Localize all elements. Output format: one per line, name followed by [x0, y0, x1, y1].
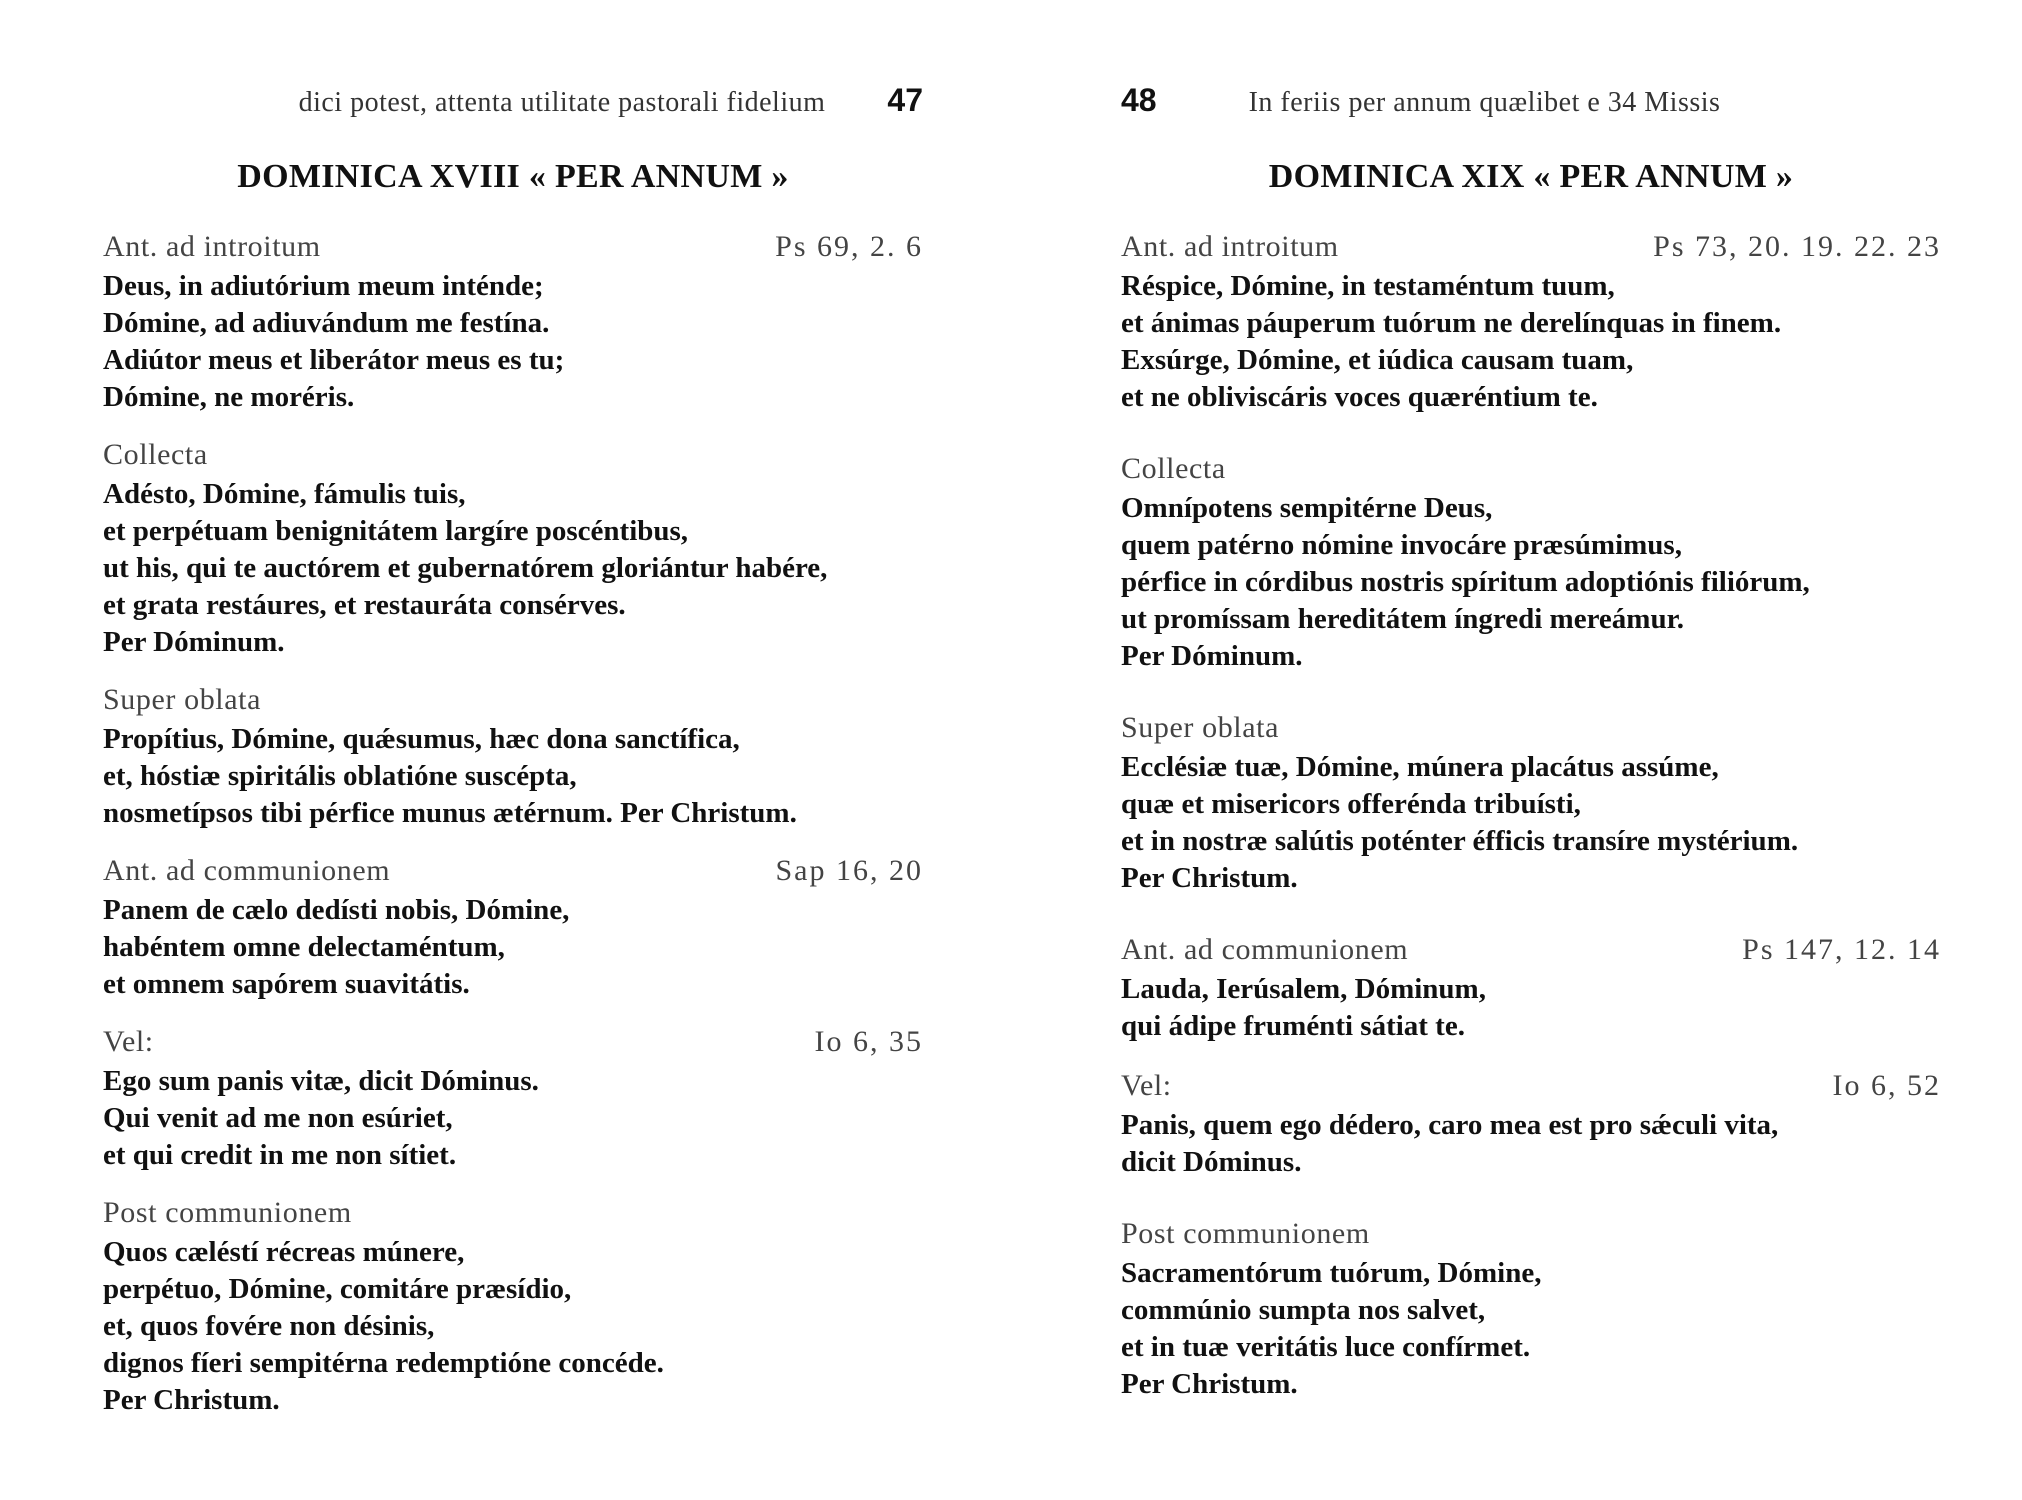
page-number: 47	[887, 82, 923, 118]
text-line: et qui credit in me non sítiet.	[103, 1139, 457, 1171]
prayer-section	[1121, 709, 1941, 897]
prayer-text	[1121, 749, 1941, 897]
text-line: et, hóstiæ spiritális oblatióne suscépta,	[103, 760, 577, 792]
text-line: Dómine, ne moréris.	[103, 381, 355, 413]
section-label: Ant. ad introitum	[1121, 230, 1339, 263]
scripture-reference: Sap 16, 20	[775, 854, 923, 887]
text-line: dicit Dóminus.	[1121, 1146, 1302, 1178]
left-content	[103, 228, 923, 1419]
text-line: dignos fíeri sempitérna redemptióne concéde.	[103, 1347, 664, 1379]
prayer-text	[103, 1063, 923, 1174]
section-label: Collecta	[103, 438, 208, 471]
section-label: Vel:	[103, 1025, 154, 1058]
prayer-section	[1121, 228, 1941, 416]
prayer-text	[103, 476, 923, 661]
text-line: Quos cæléstí récreas múnere,	[103, 1236, 465, 1268]
prayer-section	[1121, 450, 1941, 675]
prayer-text	[1121, 1255, 1941, 1403]
running-head-text: In feriis per annum quælibet e 34 Missis	[1248, 87, 1721, 118]
prayer-section	[103, 436, 923, 661]
section-label: Ant. ad communionem	[1121, 933, 1409, 966]
text-line: Propítius, Dómine, quǽsumus, hæc dona sanctífica,	[103, 723, 740, 755]
text-line: et ánimas páuperum tuórum ne derelínquas in finem.	[1121, 307, 1782, 339]
text-line: et omnem sapórem suavitátis.	[103, 968, 470, 1000]
prayer-text	[1121, 971, 1941, 1045]
left-page	[103, 0, 923, 1500]
text-line: nosmetípsos tibi pérfice munus ætérnum. Per Christum.	[103, 797, 797, 829]
text-line: Exsúrge, Dómine, et iúdica causam tuam,	[1121, 344, 1634, 376]
prayer-text	[103, 1234, 923, 1419]
section-heading-row	[1121, 228, 1941, 266]
page-title: DOMINICA XIX « PER ANNUM »	[1268, 158, 1794, 195]
running-head-left	[103, 82, 923, 122]
scripture-reference: Ps 73, 20. 19. 22. 23	[1653, 230, 1941, 263]
prayer-section	[103, 1194, 923, 1419]
text-line: et ne obliviscáris voces quæréntium te.	[1121, 381, 1598, 413]
text-line: Lauda, Ierúsalem, Dóminum,	[1121, 973, 1486, 1005]
text-line: et in nostræ salútis poténter éfficis transíre mystérium.	[1121, 825, 1799, 857]
text-line: perpétuo, Dómine, comitáre præsídio,	[103, 1273, 572, 1305]
text-line: Ecclésiæ tuæ, Dómine, múnera placátus assúme,	[1121, 751, 1719, 783]
section-heading-row	[1121, 450, 1941, 488]
text-line: commúnio sumpta nos salvet,	[1121, 1294, 1486, 1326]
section-label: Super oblata	[103, 683, 261, 716]
right-page	[1121, 0, 1941, 1500]
text-line: Réspice, Dómine, in testaméntum tuum,	[1121, 270, 1615, 302]
text-line: Omnípotens sempitérne Deus,	[1121, 492, 1493, 524]
section-label: Super oblata	[1121, 711, 1279, 744]
section-heading-row	[1121, 1067, 1941, 1105]
text-line: quem patérno nómine invocáre præsúmimus,	[1121, 529, 1682, 561]
prayer-section	[1121, 931, 1941, 1045]
section-heading-row	[103, 436, 923, 474]
prayer-section	[1121, 1215, 1941, 1403]
text-line: Per Christum.	[1121, 862, 1298, 894]
text-line: et, quos fovére non désinis,	[103, 1310, 435, 1342]
text-line: Qui venit ad me non esúriet,	[103, 1102, 453, 1134]
section-label: Ant. ad communionem	[103, 854, 391, 887]
section-heading-row	[103, 1194, 923, 1232]
running-head-text: dici potest, attenta utilitate pastorali fidelium	[298, 87, 826, 118]
section-label: Post communionem	[103, 1196, 352, 1229]
section-heading-row	[1121, 931, 1941, 969]
text-line: Per Christum.	[1121, 1368, 1298, 1400]
right-content	[1121, 228, 1941, 1403]
text-line: habéntem omne delectaméntum,	[103, 931, 505, 963]
section-label: Collecta	[1121, 452, 1226, 485]
prayer-section	[103, 228, 923, 416]
prayer-text	[1121, 268, 1941, 416]
section-heading-row	[1121, 1215, 1941, 1253]
text-line: et grata restáures, et restauráta consérves.	[103, 589, 626, 621]
prayer-section	[103, 852, 923, 1003]
prayer-text	[103, 721, 923, 832]
text-line: et perpétuam benignitátem largíre poscéntibus,	[103, 515, 689, 547]
running-head-right	[1121, 82, 1941, 122]
text-line: Panis, quem ego dédero, caro mea est pro sǽculi vita,	[1121, 1109, 1779, 1141]
prayer-text	[103, 268, 923, 416]
scripture-reference: Io 6, 52	[1832, 1069, 1941, 1102]
text-line: Per Christum.	[103, 1384, 280, 1416]
section-label: Ant. ad introitum	[103, 230, 321, 263]
section-label: Post communionem	[1121, 1217, 1370, 1250]
text-line: ut his, qui te auctórem et gubernatórem gloriántur habére,	[103, 552, 828, 584]
text-line: Per Dóminum.	[1121, 640, 1303, 672]
prayer-text	[103, 892, 923, 1003]
text-line: Dómine, ad adiuvándum me festína.	[103, 307, 550, 339]
section-heading-row	[103, 681, 923, 719]
prayer-text	[1121, 490, 1941, 675]
text-line: quæ et misericors offerénda tribuísti,	[1121, 788, 1581, 820]
text-line: et in tuæ veritátis luce confírmet.	[1121, 1331, 1531, 1363]
text-line: Deus, in adiutórium meum inténde;	[103, 270, 544, 302]
scripture-reference: Ps 69, 2. 6	[775, 230, 923, 263]
section-heading-row	[103, 228, 923, 266]
prayer-section	[103, 1023, 923, 1174]
text-line: Panem de cælo dedísti nobis, Dómine,	[103, 894, 570, 926]
prayer-text	[1121, 1107, 1941, 1181]
text-line: Per Dóminum.	[103, 626, 285, 658]
text-line: ut promíssam hereditátem íngredi mereámur.	[1121, 603, 1685, 635]
section-heading-row	[1121, 709, 1941, 747]
text-line: pérfice in córdibus nostris spíritum adoptiónis filiórum,	[1121, 566, 1810, 598]
page-number: 48	[1121, 82, 1157, 118]
text-line: Adiútor meus et liberátor meus es tu;	[103, 344, 565, 376]
text-line: Adésto, Dómine, fámulis tuis,	[103, 478, 466, 510]
text-line: Ego sum panis vitæ, dicit Dóminus.	[103, 1065, 539, 1097]
prayer-section	[1121, 1067, 1941, 1181]
section-label: Vel:	[1121, 1069, 1172, 1102]
section-heading-row	[103, 1023, 923, 1061]
section-heading-row	[103, 852, 923, 890]
text-line: qui ádipe fruménti sátiat te.	[1121, 1010, 1465, 1042]
prayer-section	[103, 681, 923, 832]
text-line: Sacramentórum tuórum, Dómine,	[1121, 1257, 1542, 1289]
scripture-reference: Io 6, 35	[814, 1025, 923, 1058]
scripture-reference: Ps 147, 12. 14	[1742, 933, 1941, 966]
page-title: DOMINICA XVIII « PER ANNUM »	[237, 158, 789, 195]
